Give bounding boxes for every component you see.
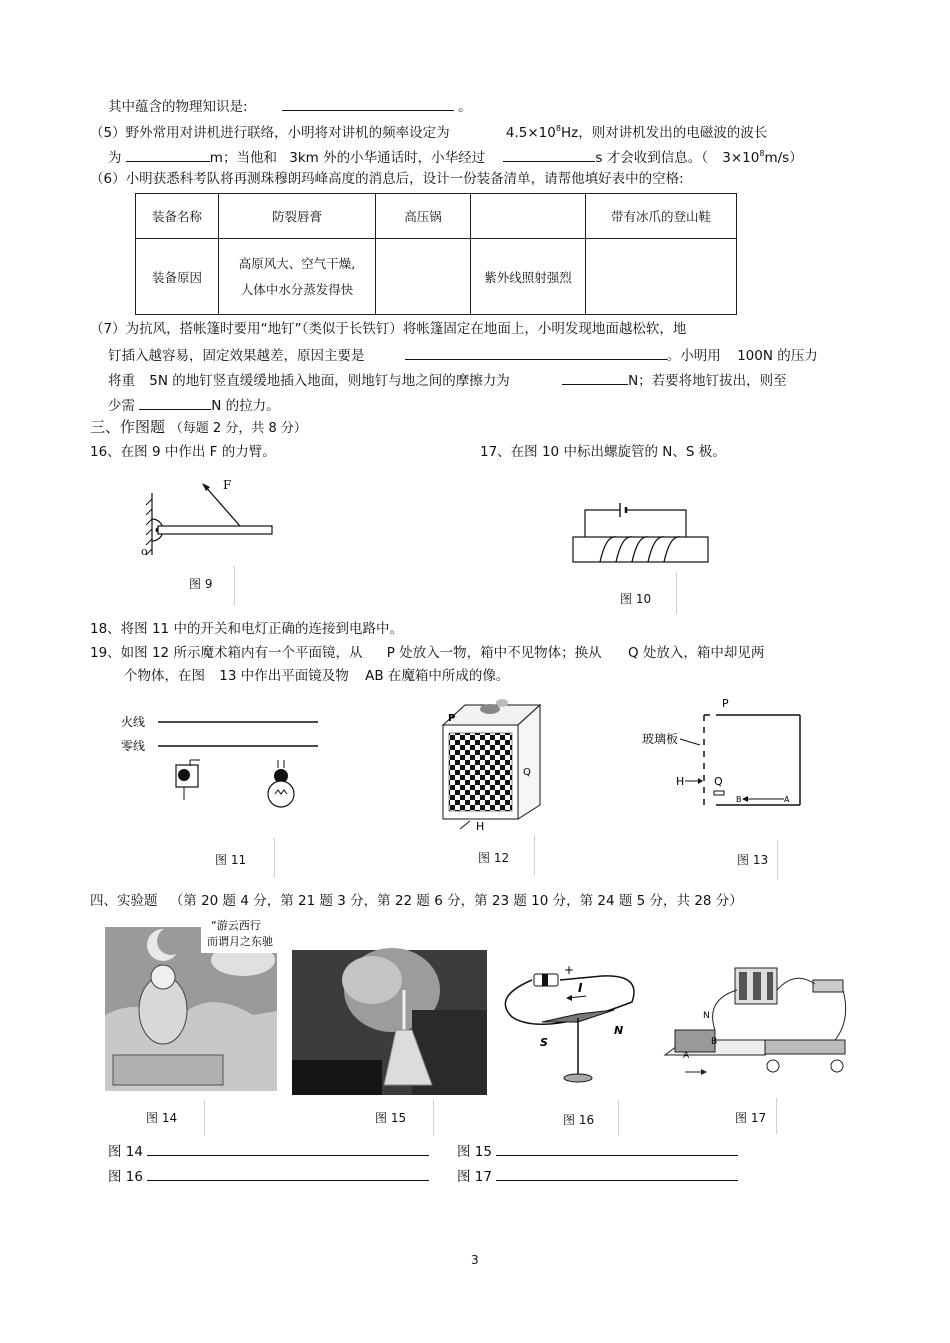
figure-13-caption: 图 13	[737, 853, 769, 867]
q-text: 钉插入越容易，固定效果越差，原因主要是	[108, 348, 365, 364]
q-text: 个物体，在图	[124, 668, 205, 684]
section-note: （每题 2 分，共 8 分）	[169, 421, 307, 436]
divider	[676, 572, 677, 614]
time-blank[interactable]	[503, 147, 595, 162]
table-cell-line: 高原风大、空气干燥,	[238, 255, 356, 271]
q-text: m；当他和	[209, 150, 277, 166]
q-text: Q 处放入，箱中却见两	[627, 645, 765, 661]
answer-row-14	[108, 1141, 429, 1161]
plus-label: +	[564, 963, 575, 977]
figure-14-caption: 图 14	[146, 1111, 178, 1125]
figure-11-wiring	[118, 710, 328, 820]
b-label: B	[736, 795, 742, 804]
answer-blank[interactable]	[282, 96, 454, 111]
table-cell-empty[interactable]	[376, 239, 471, 315]
question-17: 17、在图 10 中标出螺旋管的 N、S 极。	[480, 444, 726, 460]
figure-16-caption: 图 16	[563, 1113, 595, 1127]
divider	[534, 835, 535, 875]
section-title: 四、实验题	[90, 893, 158, 909]
q-text: 其中蕴含的物理知识是:	[108, 99, 248, 115]
q-line-8	[108, 395, 280, 415]
q-line-1: 其中蕴含的物理知识是: 。	[108, 96, 472, 116]
n-label: N	[614, 1024, 624, 1037]
answer-label: 图 16	[108, 1169, 143, 1185]
neutral-wire-label: 零线	[121, 739, 146, 753]
answer-row-15	[457, 1141, 738, 1161]
q-text: s 才会收到信息。（	[595, 150, 708, 166]
table-cell-empty[interactable]	[471, 194, 586, 239]
divider	[776, 1098, 777, 1134]
equipment-table	[135, 193, 737, 315]
answer-blank-16[interactable]	[147, 1166, 429, 1181]
q-text: 5N 的地钉竖直缓缓地插入地面，则地钉与地之间的摩擦力为	[149, 373, 510, 389]
answer-row-17	[457, 1166, 738, 1186]
q-text: Hz，则对讲机发出的电磁波的波长	[560, 125, 768, 141]
answer-label: 图 14	[108, 1144, 143, 1160]
divider	[777, 840, 778, 880]
p-label: P	[722, 697, 729, 710]
figure-10-caption: 图 10	[620, 592, 652, 606]
h-label: H	[676, 775, 685, 788]
q-text: 19、如图 12 所示魔术箱内有一个平面镜，从	[90, 645, 363, 661]
q-line-3	[108, 145, 803, 167]
figure-15-photo	[292, 950, 487, 1095]
q-text: m/s）	[764, 150, 803, 166]
s-label: S	[540, 1036, 548, 1049]
table-cell: 带有冰爪的登山鞋	[586, 194, 737, 239]
q-text: AB 在魔箱中所成的像。	[365, 668, 510, 684]
divider	[274, 838, 275, 878]
force-label: F	[223, 478, 232, 492]
divider	[618, 1100, 619, 1136]
table-cell: 防裂唇膏	[219, 194, 376, 239]
answer-blank-17[interactable]	[496, 1166, 738, 1181]
q-text: 100N 的压力	[737, 348, 818, 364]
current-label: I	[578, 981, 583, 995]
table-cell	[219, 239, 376, 315]
divider	[234, 566, 235, 606]
pull-force-blank[interactable]	[139, 395, 211, 410]
q-text: 。小明用	[666, 348, 721, 364]
light-speed: $3\times 10^8$	[722, 149, 765, 166]
figure-9-caption: 图 9	[189, 577, 213, 591]
p-label: P	[448, 713, 456, 724]
answer-blank-14[interactable]	[147, 1141, 429, 1156]
figure-15-caption: 图 15	[375, 1111, 407, 1125]
q-line-4: （6）小明获悉科考队将再测珠穆朗玛峰高度的消息后，设计一份装备清单，请帮他填好表中的空格:	[90, 171, 684, 187]
table-cell: 装备原因	[136, 239, 219, 315]
answer-label: 图 17	[457, 1169, 492, 1185]
section-note: （第 20 题 4 分，第 21 题 3 分，第 22 题 6 分，第 23 题 10 分，第 24 题 5 分，共 28 分）	[169, 893, 743, 909]
question-18: 18、将图 11 中的开关和电灯正确的连接到电路中。	[90, 621, 403, 637]
q-line-5: （7）为抗风，搭帐篷时要用“地钉”（类似于长铁钉）将帐篷固定在地面上，小明发现地面越松软，地	[90, 321, 687, 337]
question-19-line1	[90, 644, 764, 662]
h-label: H	[476, 820, 485, 833]
reason-blank[interactable]	[405, 345, 667, 360]
figure-13-box-diagram	[638, 695, 808, 810]
fulcrum-label: o	[141, 545, 148, 558]
poem-line-1: “游云西行	[211, 919, 261, 932]
table-cell: 高压锅	[376, 194, 471, 239]
table-cell: 紫外线照射强烈	[471, 239, 586, 315]
glass-label: 玻璃板	[642, 732, 679, 746]
question-16: 16、在图 9 中作出 F 的力臂。	[90, 444, 276, 460]
answer-label: 图 15	[457, 1144, 492, 1160]
figure-17-caption: 图 17	[735, 1111, 767, 1125]
q-text: 13 中作出平面镜及物	[219, 668, 349, 684]
q-text: N 的拉力。	[211, 398, 280, 414]
divider	[204, 1100, 205, 1136]
live-wire-label: 火线	[121, 715, 146, 729]
a-label: A	[683, 1051, 690, 1061]
q-text: P 处放入一物，箱中不见物体；换从	[386, 645, 602, 661]
divider	[433, 1100, 434, 1136]
wavelength-blank[interactable]	[126, 147, 210, 162]
q-text: 少需	[108, 398, 135, 414]
q-label: Q	[523, 767, 531, 778]
friction-blank[interactable]	[562, 370, 628, 385]
q-text: 3km 外的小华通话时，小华经过	[289, 150, 486, 166]
figure-12-caption: 图 12	[478, 851, 510, 865]
answer-row-16	[108, 1166, 429, 1186]
a-label: A	[784, 795, 790, 804]
q-text: （5）野外常用对讲机进行联络，小明将对讲机的频率设定为	[90, 125, 450, 141]
figure-11-caption: 图 11	[215, 853, 247, 867]
section-title: 三、作图题	[90, 418, 166, 436]
table-cell-empty[interactable]	[586, 239, 737, 315]
q-line-2	[90, 120, 767, 142]
page-number: 3	[471, 1253, 479, 1267]
figure-9-lever	[140, 475, 280, 565]
table-cell-line: 人体中水分蒸发得快	[240, 281, 354, 297]
figure-17-apparatus	[655, 960, 855, 1095]
frequency-value: $4.5\times 10^8$	[505, 124, 561, 141]
q-label: Q	[714, 775, 723, 788]
q-line-7	[108, 370, 787, 390]
figure-14-cartoon	[103, 915, 283, 1093]
figure-12-magic-box	[440, 695, 550, 835]
q-line-6	[108, 345, 818, 365]
n-label: N	[703, 1011, 710, 1021]
q-text: 为	[108, 150, 122, 166]
question-19-line2	[124, 667, 509, 685]
figure-16-compass	[502, 962, 647, 1092]
table-cell: 装备名称	[136, 194, 219, 239]
q-text: 将重	[108, 373, 135, 389]
poem-line-2: 而谓月之东驰	[207, 935, 273, 948]
q-text: N；若要将地钉拔出，则至	[628, 373, 787, 389]
b-label: B	[711, 1037, 718, 1047]
section-3-heading	[90, 418, 307, 438]
answer-blank-15[interactable]	[496, 1141, 738, 1156]
section-4-heading	[90, 892, 743, 910]
figure-10-solenoid	[570, 495, 710, 570]
